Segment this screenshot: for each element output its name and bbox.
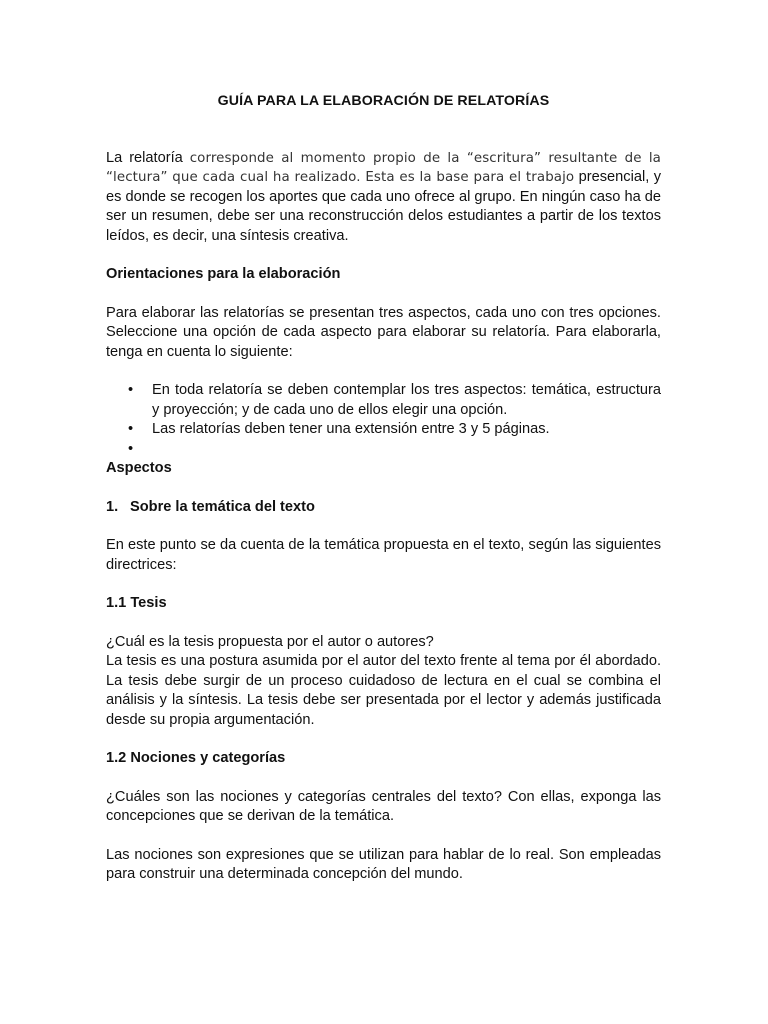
aspectos-heading: Aspectos: [106, 460, 172, 476]
intro-paragraph: [106, 149, 661, 247]
nociones-paragraph: Las nociones son expresiones que se utilizan para hablar de lo real. Son empleadas para construir una determinada concepción del mundo.: [106, 846, 661, 882]
document-title: GUÍA PARA LA ELABORACIÓN DE RELATORÍAS: [217, 93, 550, 109]
section-1-number: 1.: [106, 498, 119, 515]
bullet-icon: •: [128, 440, 134, 457]
tesis-paragraph: La tesis es una postura asumida por el autor del texto frente al tema por él abordado. La tesis debe surgir de un proceso cuidadoso de lectura en el cual se combina el análisis y la síntesis. La tesis debe ser presentada por el lector y además justificada desde su propia argumentación.: [106, 653, 661, 728]
orientaciones-heading: Orientaciones para la elaboración: [106, 266, 341, 282]
document-body: [106, 92, 661, 904]
bullet-icon: •: [128, 382, 134, 398]
bullet-item: [106, 420, 661, 440]
section-1-heading: [106, 498, 661, 518]
nociones-heading: 1.2 Nociones y categorías: [106, 750, 286, 766]
section-1-paragraph: En este punto se da cuenta de la temática propuesta en el texto, según las siguientes directrices:: [106, 537, 661, 573]
section-1-title: Sobre la temática del texto: [130, 498, 315, 515]
tesis-question: ¿Cuál es la tesis propuesta por el autor o autores?: [106, 633, 434, 650]
orientaciones-paragraph: Para elaborar las relatorías se presentan tres aspectos, cada uno con tres opciones. Seleccione una opción de cada aspecto para elaborar su relatoría. Para elaborarla, tenga en cuenta lo siguiente:: [106, 304, 661, 360]
bullet-icon: •: [128, 421, 134, 437]
nociones-question: ¿Cuáles son las nociones y categorías centrales del texto? Con ellas, exponga las concepciones que se derivan de la temática.: [106, 788, 661, 824]
intro-rest: presencial, y es donde se recogen los aportes que cada uno ofrece al grupo. En ningún caso ha de ser un resumen, debe ser una reconstrucción delos estudiantes a partir de los textos leídos, es decir, una síntesis creativa.: [106, 169, 661, 244]
bullet-text: Las relatorías deben tener una extensión entre 3 y 5 páginas.: [152, 421, 550, 437]
intro-lead: La relatoría: [106, 149, 183, 166]
bullet-item: [106, 381, 661, 420]
bullet-item: [106, 440, 661, 460]
orientaciones-bullet-list: [106, 381, 661, 459]
bullet-text: En toda relatoría se deben contemplar los tres aspectos: temática, estructura y proyección; y de cada uno de ellos elegir una opción.: [152, 382, 661, 418]
intro-light-text: corresponde al momento propio de la “escritura” resultante de la “lectura” que cada cual ha realizado. Esta es la base para el trabajo: [106, 150, 661, 185]
tesis-heading: 1.1 Tesis: [106, 595, 167, 611]
